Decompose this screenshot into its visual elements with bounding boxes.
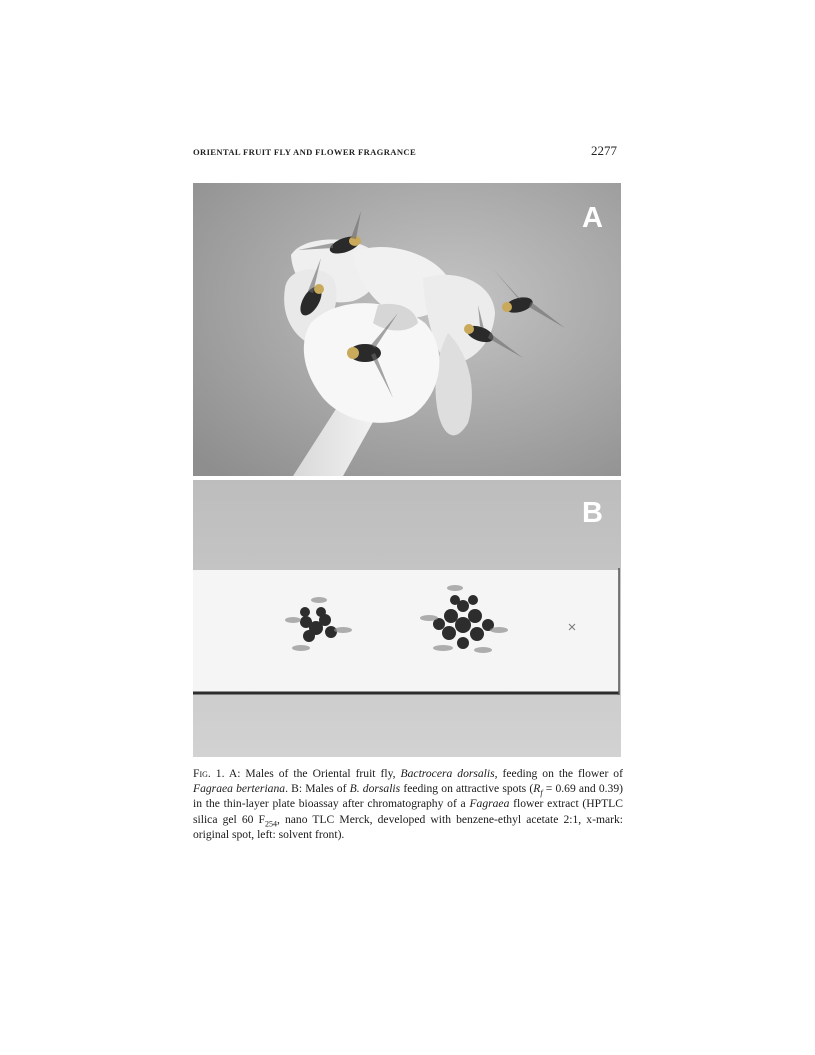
- caption-rf-subscript: f: [540, 788, 543, 798]
- caption-text: A: Males of the Oriental fruit fly,: [224, 767, 401, 780]
- caption-species-short: B. dorsalis: [349, 782, 401, 796]
- figure-panel-a: [193, 183, 621, 476]
- tlc-plate: [193, 570, 619, 693]
- figure-panel-b: [193, 480, 621, 757]
- figure-caption: [193, 766, 623, 842]
- caption-rf-symbol: R: [533, 782, 541, 796]
- panel-b-label: B: [582, 497, 603, 529]
- caption-genus: Fagraea: [469, 797, 510, 811]
- caption-text: , nano TLC Merck, developed with benzene-ethyl acetate 2:1, x-mark: original spot, left: solvent front).: [193, 812, 623, 841]
- tlc-plate-photo: [193, 480, 621, 757]
- caption-species: Bactrocera dorsalis: [400, 767, 495, 780]
- caption-text: , feeding on the flower of: [494, 767, 623, 780]
- caption-f-subscript: 254: [264, 818, 277, 828]
- page-number: 2277: [591, 143, 617, 158]
- running-head: ORIENTAL FRUIT FLY AND FLOWER FRAGRANCE: [193, 147, 417, 157]
- caption-fig-label: Fig. 1.: [193, 767, 225, 780]
- panel-a-label: A: [582, 202, 603, 234]
- flower-photo: [193, 183, 621, 476]
- caption-text: . B: Males of: [285, 782, 350, 796]
- caption-text: = 0.69 and 0.39) in the thin-layer plate bioassay after chromatography of a: [193, 782, 623, 811]
- caption-text: flower extract (HPTLC silica gel 60 F: [193, 797, 623, 826]
- caption-text: feeding on attractive spots (: [400, 782, 534, 796]
- caption-plant: Fagraea berteriana: [193, 782, 286, 796]
